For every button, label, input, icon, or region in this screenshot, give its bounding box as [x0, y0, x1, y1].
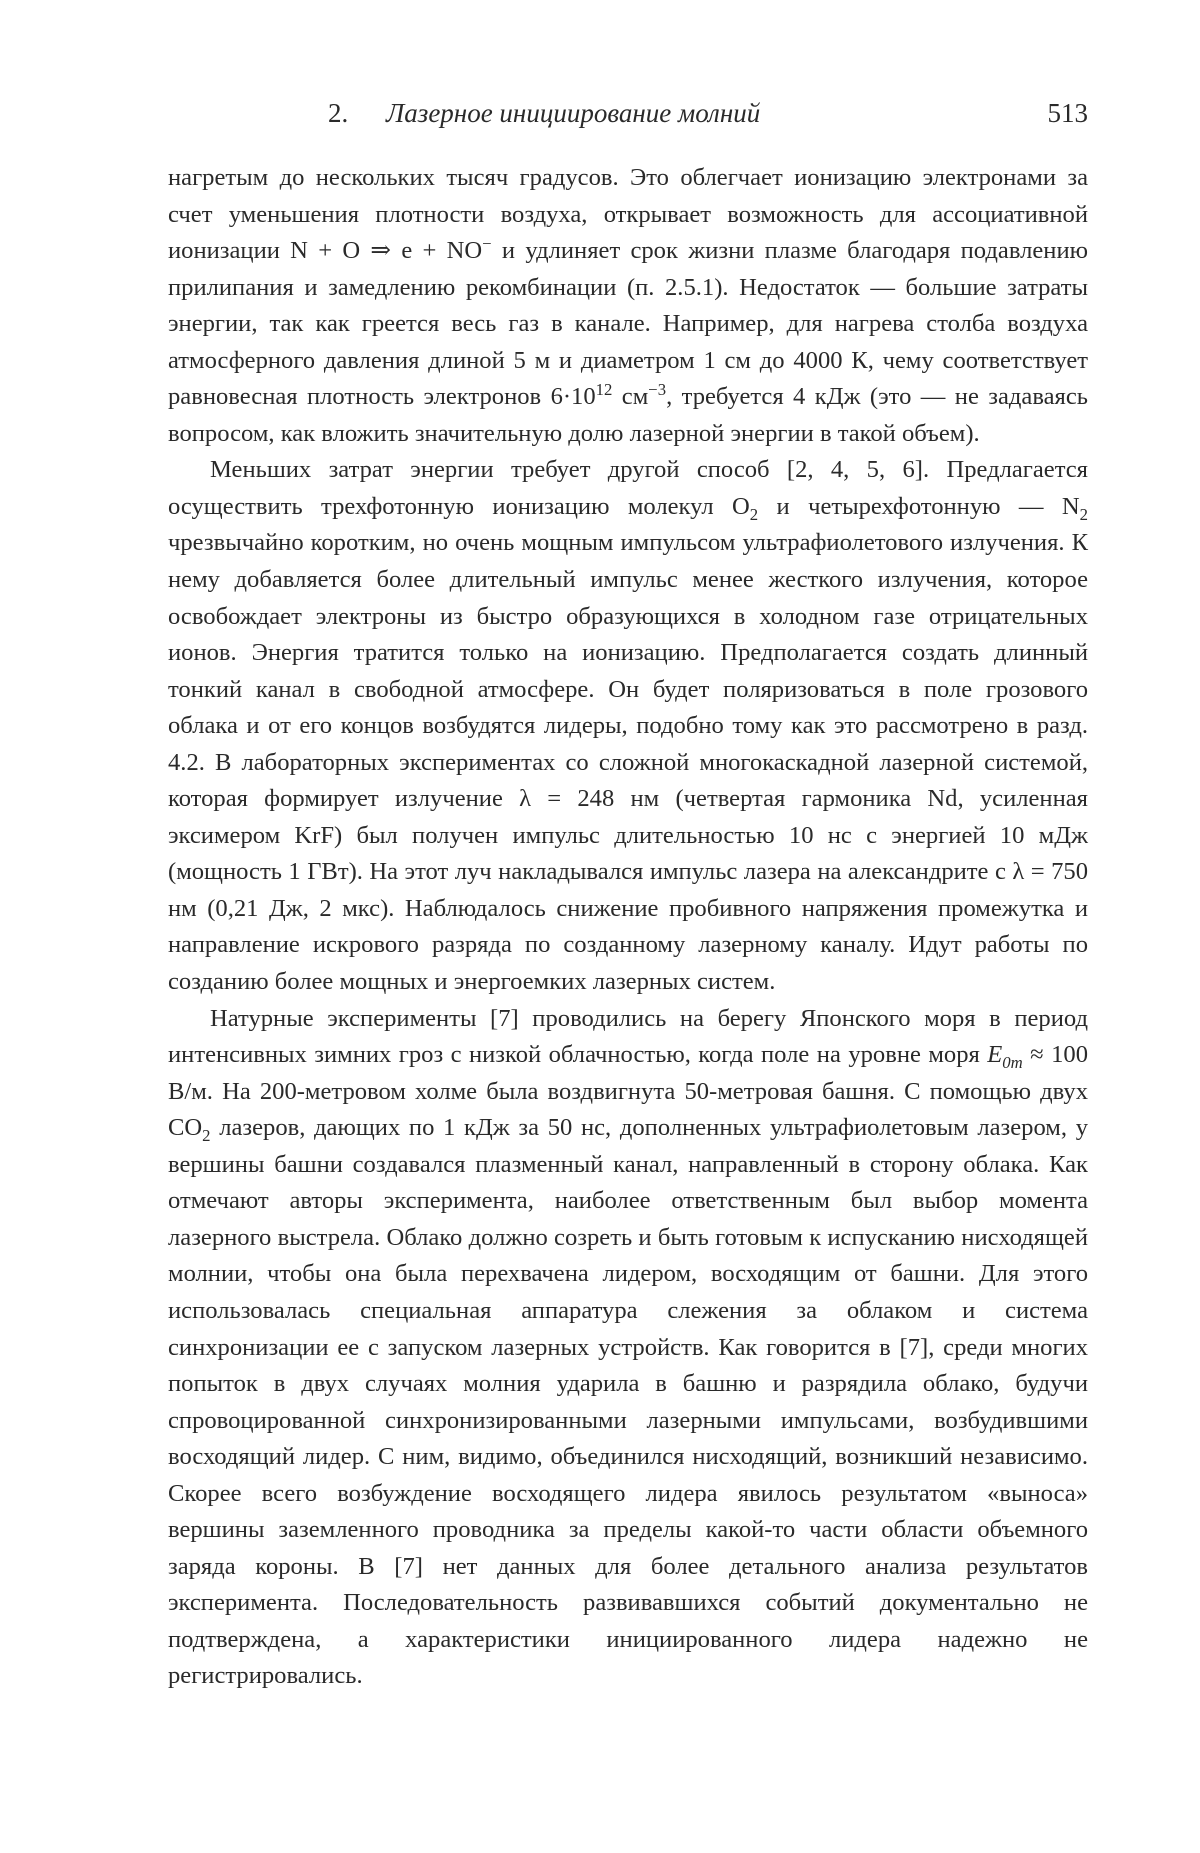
section-number: 2. [328, 98, 348, 129]
paragraph-2: Меньших затрат энергии требует другой способ [2, 4, 5, 6]. Предлагается осуществить трехфотонную ионизацию молекул O2 и четырехфотонную — N2 чрезвычайно коротким, но очень мощным импульсом ультрафиолетового излучения. К нему добавляется более длительный импульс менее жесткого излучения, которое освобождает электроны из быстро образующихся в холодном газе отрицательных ионов. Энергия тратится только на ионизацию. Предполагается создать длинный тонкий канал в свободной атмосфере. Он будет поляризоваться в поле грозового облака и от его концов возбудятся лидеры, подобно тому как это рассмотрено в разд. 4.2. В лабораторных экспериментах со сложной многокаскадной лазерной системой, которая формирует излучение λ = 248 нм (четвертая гармоника Nd, усиленная эксимером KrF) был получен импульс длительностью 10 нс с энергией 10 мДж (мощность 1 ГВт). На этот луч накладывался импульс лазера на александрите с λ = 750 нм (0,21 Дж, 2 мкс). Наблюдалось снижение пробивного напряжения промежутка и направление искрового разряда по созданному лазерному каналу. Идут работы по созданию более мощных и энергоемких лазерных систем. [168, 452, 1088, 1000]
subscript: 0m [1002, 1053, 1022, 1072]
running-header [168, 98, 1088, 132]
subscript: 2 [1080, 505, 1088, 524]
page-number: 513 [1048, 98, 1089, 129]
body-text [168, 160, 1088, 1695]
paragraph-3: Натурные эксперименты [7] проводились на берегу Японского моря в период интенсивных зимних гроз с низкой облачностью, когда поле на уровне моря E0m ≈ 100 В/м. На 200-метровом холме была воздвигнута 50-метровая башня. С помощью двух CO2 лазеров, дающих по 1 кДж за 50 нс, дополненных ультрафиолетовым лазером, у вершины башни создавался плазменный канал, направленный в сторону облака. Как отмечают авторы эксперимента, наиболее ответственным был выбор момента лазерного выстрела. Облако должно созреть и быть готовым к испусканию нисходящей молнии, чтобы она была перехвачена лидером, восходящим от башни. Для этого использовалась специальная аппаратура слежения за облаком и система синхронизации ее с запуском лазерных устройств. Как говорится в [7], среди многих попыток в двух случаях молния ударила в башню и разрядила облако, будучи спровоцированной синхронизированными лазерными импульсами, возбудившими восходящий лидер. С ним, видимо, объединился нисходящий, возникший независимо. Скорее всего возбуждение восходящего лидера явилось результатом «выноса» вершины заземленного проводника за пределы какой-то части области объемного заряда короны. В [7] нет данных для более детального анализа результатов эксперимента. Последовательность развивавшихся событий документально не подтверждена, а характеристики инициированного лидера надежно не регистрировались. [168, 1001, 1088, 1695]
superscript: −3 [648, 380, 666, 399]
section-title: Лазерное инициирование молний [386, 98, 760, 129]
subscript: 2 [750, 505, 758, 524]
book-page [0, 0, 1200, 1853]
superscript: − [482, 234, 491, 253]
superscript: 12 [596, 380, 613, 399]
subscript: 2 [202, 1126, 210, 1145]
paragraph-1: нагретым до нескольких тысяч градусов. Это облегчает ионизацию электронами за счет уменьшения плотности воздуха, открывает возможность для ассоциативной ионизации N + O ⇒ e + NO− и удлиняет срок жизни плазме благодаря подавлению прилипания и замедлению рекомбинации (п. 2.5.1). Недостаток — большие затраты энергии, так как греется весь газ в канале. Например, для нагрева столба воздуха атмосферного давления длиной 5 м и диаметром 1 см до 4000 К, чему соответствует равновесная плотность электронов 6·1012 см−3, требуется 4 кДж (это — не задаваясь вопросом, как вложить значительную долю лазерной энергии в такой объем). [168, 160, 1088, 452]
math-variable: E [987, 1041, 1002, 1068]
